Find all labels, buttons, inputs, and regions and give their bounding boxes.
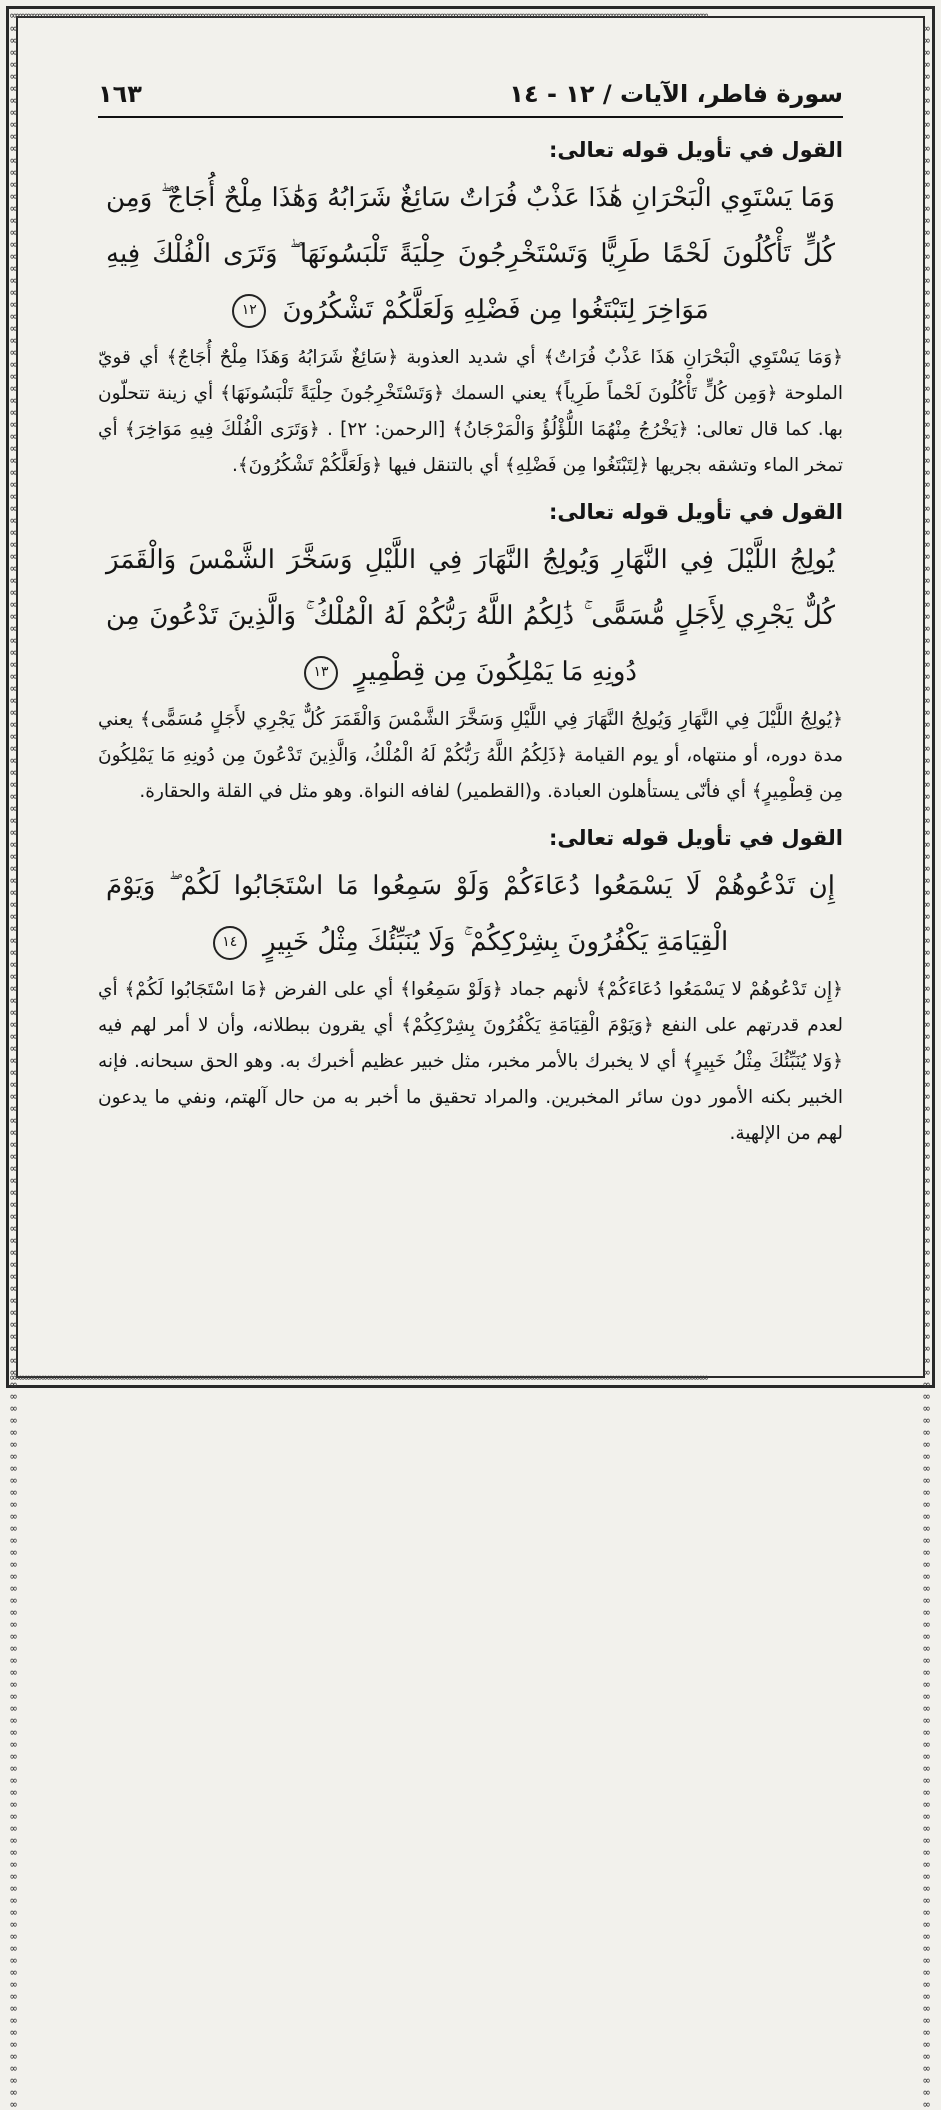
section-heading: القول في تأويل قوله تعالى: (549, 826, 843, 850)
ornamental-border-left: ∞∞∞∞∞∞∞∞∞∞∞∞∞∞∞∞∞∞∞∞∞∞∞∞∞∞∞∞∞∞∞∞∞∞∞∞∞∞∞∞∞∞∞∞∞∞∞∞∞∞∞∞∞∞∞∞∞∞∞∞∞∞∞∞∞∞∞∞∞∞∞∞∞∞∞∞∞∞∞∞∞∞∞∞∞∞∞∞∞∞∞∞∞∞∞∞∞∞∞∞∞∞∞∞∞∞∞∞∞∞∞∞∞∞∞∞∞∞∞∞∞∞∞∞∞∞∞∞∞∞∞∞∞∞∞∞∞∞∞∞∞∞∞∞∞∞∞∞∞∞∞∞∞∞∞∞∞∞∞∞∞∞∞∞∞∞∞∞∞∞∞∞∞∞ (7, 22, 20, 2110)
ayah-number-marker: ١٢ (232, 294, 266, 328)
verse-text: إِن تَدْعُوهُمْ لَا يَسْمَعُوا دُعَاءَكُمْ وَلَوْ سَمِعُوا مَا اسْتَجَابُوا لَكُمْ ۖ وَيَوْمَ الْقِيَامَةِ يَكْفُرُونَ بِشِرْكِكُمْ ۚ وَلَا يُنَبِّئُكَ مِثْلُ خَبِيرٍ (106, 871, 835, 957)
verse-text: وَمَا يَسْتَوِي الْبَحْرَانِ هَٰذَا عَذْبٌ فُرَاتٌ سَائِغٌ شَرَابُهُ وَهَٰذَا مِلْحٌ أُجَاجٌ ۖ وَمِن كُلٍّ تَأْكُلُونَ لَحْمًا طَرِيًّا وَتَسْتَخْرِجُونَ حِلْيَةً تَلْبَسُونَهَا ۖ وَتَرَى الْفُلْكَ فِيهِ مَوَاخِرَ لِتَبْتَغُوا مِن فَضْلِهِ وَلَعَلَّكُمْ تَشْكُرُونَ (106, 183, 835, 325)
section-heading: القول في تأويل قوله تعالى: (549, 138, 843, 162)
section-ayah-12 (98, 134, 843, 484)
page-content (98, 68, 843, 1304)
header-rule (98, 116, 843, 118)
section-ayah-13 (98, 496, 843, 810)
quran-verse (106, 858, 835, 970)
running-header (98, 68, 843, 108)
page-number: ١٦٣ (98, 80, 142, 108)
ayah-number-marker: ١٣ (304, 656, 338, 690)
verse-text: يُولِجُ اللَّيْلَ فِي النَّهَارِ وَيُولِجُ النَّهَارَ فِي اللَّيْلِ وَسَخَّرَ الشَّمْسَ وَالْقَمَرَ كُلٌّ يَجْرِي لِأَجَلٍ مُّسَمًّى ۚ ذَٰلِكُمُ اللَّهُ رَبُّكُمْ لَهُ الْمُلْكُ ۚ وَالَّذِينَ تَدْعُونَ مِن دُونِهِ مَا يَمْلِكُونَ مِن قِطْمِيرٍ (106, 545, 835, 687)
section-ayah-14 (98, 822, 843, 1152)
ornamental-border-bottom: ∞∞∞∞∞∞∞∞∞∞∞∞∞∞∞∞∞∞∞∞∞∞∞∞∞∞∞∞∞∞∞∞∞∞∞∞∞∞∞∞∞∞∞∞∞∞∞∞∞∞∞∞∞∞∞∞∞∞∞∞∞∞∞∞∞∞∞∞∞∞∞∞∞∞∞∞∞∞∞∞∞∞∞∞∞∞∞∞∞∞∞∞∞∞∞∞∞∞∞∞∞∞∞∞∞∞∞∞∞∞∞∞∞∞∞∞∞∞∞∞∞∞∞∞ (10, 1371, 708, 1384)
ornamental-border-top: ∞∞∞∞∞∞∞∞∞∞∞∞∞∞∞∞∞∞∞∞∞∞∞∞∞∞∞∞∞∞∞∞∞∞∞∞∞∞∞∞∞∞∞∞∞∞∞∞∞∞∞∞∞∞∞∞∞∞∞∞∞∞∞∞∞∞∞∞∞∞∞∞∞∞∞∞∞∞∞∞∞∞∞∞∞∞∞∞∞∞∞∞∞∞∞∞∞∞∞∞∞∞∞∞∞∞∞∞∞∞∞∞∞∞∞∞∞∞∞∞∞∞∞∞ (10, 9, 708, 22)
commentary-paragraph: ﴿إِن تَدْعُوهُمْ لا يَسْمَعُوا دُعَاءَكُمْ﴾ لأنهم جماد ﴿وَلَوْ سَمِعُوا﴾ أي على الفرض ﴿مَا اسْتَجَابُوا لَكُمْ﴾ أي لعدم قدرتهم على النفع ﴿وَيَوْمَ الْقِيَامَةِ يَكْفُرُونَ بِشِرْكِكُمْ﴾ أي يقرون ببطلانه، وأن لا أمر لهم فيه ﴿وَلا يُنَبِّئُكَ مِثْلُ خَبِيرٍ﴾ أي لا يخبرك بالأمر مخبر، مثل خبير عظيم أخبرك به. وهو الحق سبحانه. فإنه الخبير بكنه الأمور دون سائر المخبرين. والمراد تحقيق ما أخبر به من حال آلهتم، ونفي ما يدعون لهم من الإلهية. (98, 979, 843, 1144)
ayah-number-marker: ١٤ (213, 926, 247, 960)
ornamental-border-right: ∞∞∞∞∞∞∞∞∞∞∞∞∞∞∞∞∞∞∞∞∞∞∞∞∞∞∞∞∞∞∞∞∞∞∞∞∞∞∞∞∞∞∞∞∞∞∞∞∞∞∞∞∞∞∞∞∞∞∞∞∞∞∞∞∞∞∞∞∞∞∞∞∞∞∞∞∞∞∞∞∞∞∞∞∞∞∞∞∞∞∞∞∞∞∞∞∞∞∞∞∞∞∞∞∞∞∞∞∞∞∞∞∞∞∞∞∞∞∞∞∞∞∞∞∞∞∞∞∞∞∞∞∞∞∞∞∞∞∞∞∞∞∞∞∞∞∞∞∞∞∞∞∞∞∞∞∞∞∞∞∞∞∞∞∞∞∞∞∞∞∞∞∞∞ (920, 22, 933, 2110)
quran-verse (106, 170, 835, 338)
quran-verse (106, 532, 835, 700)
running-title: سورة فاطر، الآيات / ١٢ - ١٤ (509, 80, 843, 108)
section-heading: القول في تأويل قوله تعالى: (549, 500, 843, 524)
commentary-paragraph: ﴿يُولِجُ اللَّيْلَ فِي النَّهَارِ وَيُولِجُ النَّهَارَ فِي اللَّيْلِ وَسَخَّرَ الشَّمْسَ وَالْقَمَرَ كُلٌّ يَجْرِي لأَجَلٍ مُسَمًّى﴾ يعني مدة دوره، أو منتهاه، أو يوم القيامة ﴿ذَلِكُمُ اللَّهُ رَبُّكُمْ لَهُ الْمُلْكُ، وَالَّذِينَ تَدْعُونَ مِن دُونِهِ مَا يَمْلِكُونَ مِن قِطْمِيرٍ﴾ أي فأنّى يستأهلون العبادة. و(القطمير) لفافه النواة. وهو مثل في القلة والحقارة. (98, 709, 843, 802)
commentary-paragraph: ﴿وَمَا يَسْتَوِي الْبَحْرَانِ هَذَا عَذْبٌ فُرَاتٌ﴾ أي شديد العذوبة ﴿سَائِغٌ شَرَابُهُ وَهَذَا مِلْحٌ أُجَاجٌ﴾ أي قويّ الملوحة ﴿وَمِن كُلٍّ تَأْكُلُونَ لَحْماً طَرِياً﴾ يعني السمك ﴿وَتَسْتَخْرِجُونَ حِلْيَةً تَلْبَسُونَهَا﴾ أي زينة تتحلّون بها. كما قال تعالى: ﴿يَخْرُجُ مِنْهُمَا اللُّؤْلُؤُ وَالْمَرْجَانُ﴾ [الرحمن: ٢٢] . ﴿وَتَرَى الْفُلْكَ فِيهِ مَوَاخِرَ﴾ أي تمخر الماء وتشقه بجريها ﴿لِتَبْتَغُوا مِن فَضْلِهِ﴾ أي بالتنقل فيها ﴿وَلَعَلَّكُمْ تَشْكُرُونَ﴾. (98, 347, 843, 476)
